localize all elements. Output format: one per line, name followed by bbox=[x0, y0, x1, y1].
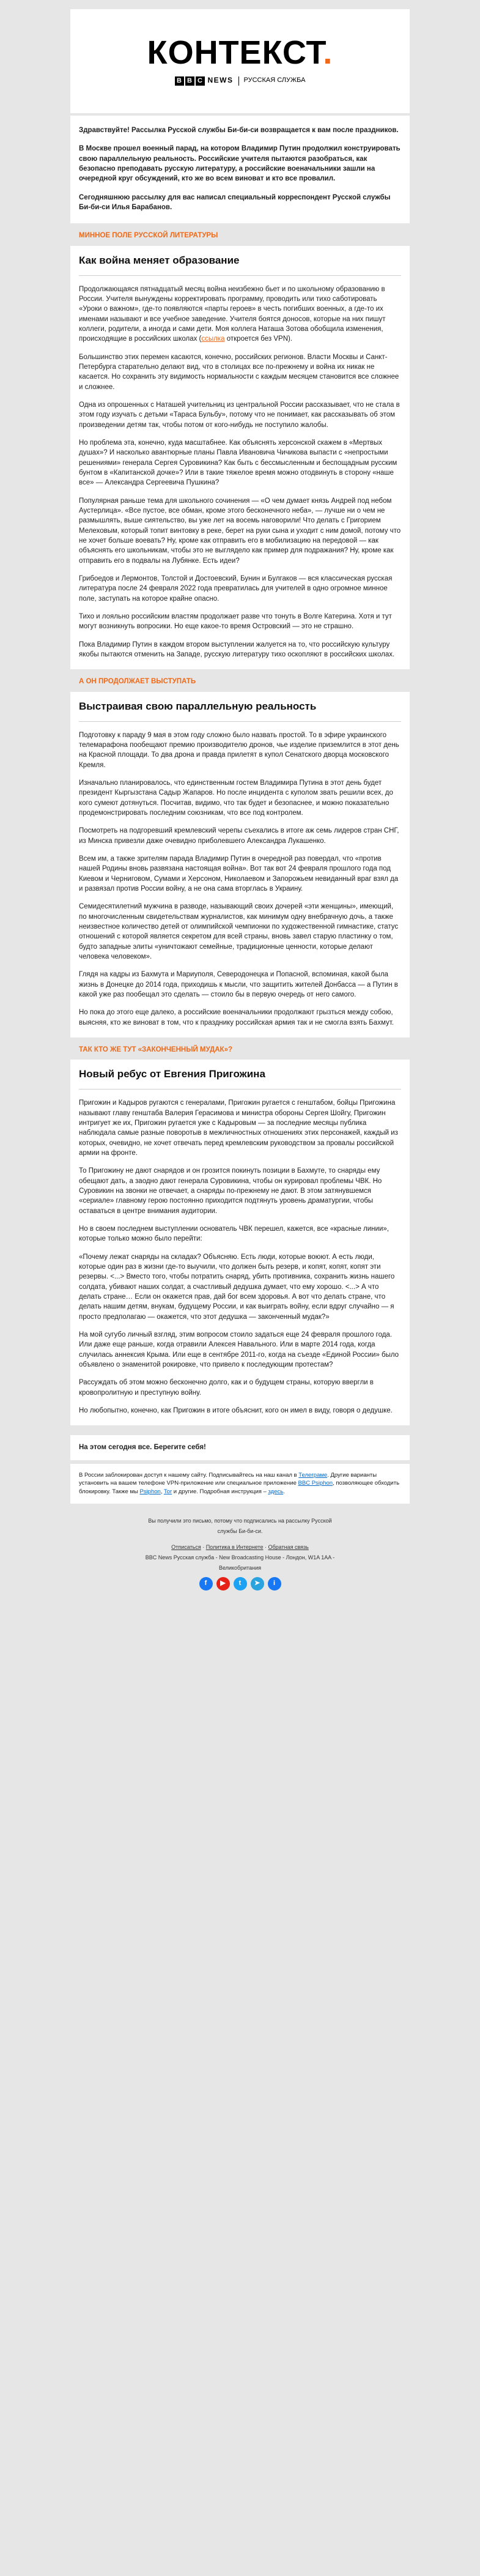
logo-divider bbox=[238, 76, 239, 86]
article-paragraph: Всем им, а также зрителям парада Владимир Путин в очередной раз повердал, что «против нашей Родины вновь развязана настоящая война». Вот так вот 24 февраля прошлого года под Киевом и Черниговом, Сумами и Херсоном, Николаевом и Запорожьем невиданный враг взял да и развязал против России войну, а не она сама вторглась в Украину. bbox=[79, 855, 399, 893]
article-paragraph: Рассуждать об этом можно бесконечно долго, как и о будущем страны, которую ввергли в кровопролитную и преступную войну. bbox=[79, 1379, 374, 1397]
article-paragraph: Популярная раньше тема для школьного сочинения — «О чем думает князь Андрей под небом Аустерлица». «Все пустое, все обман, кроме этого бесконечного неба», — лучше ни о чем не размышлять, выше сиятельство, вы уже лет на восемь наговорили! Что делать с Григорием Мелеховым, который топит винтовку в реке, берет на руки сына и уходит с ним домой, потому что не хочет больше воевать? Ну, кроме как отправить его в мобилизацию на передовой — как объяснять его школьникам, чтобы это не выглядело как пример для подражания? Ну, кроме как отправить его в подвалы на Лубянке. Есть идеи? bbox=[79, 497, 401, 565]
telegram-icon[interactable]: ➤ bbox=[251, 1577, 264, 1591]
article-paragraph: Но любопытно, конечно, как Пригожин в итоге объяснит, кого он имел в виду, говоря о дедушке. bbox=[79, 1406, 393, 1414]
article-paragraph: Одна из опрошенных с Наташей учительниц из центральной России рассказывает, что не стала в этом году изучать с детьми «Тараса Бульбу», потому что не понимает, как рассказывать об этом произведении детям так, чтобы потом от кого-нибудь не поступило жалобы. bbox=[79, 401, 400, 429]
intro-author: Сегодняшнюю рассылку для вас написал специальный корреспондент Русской службы Би-би-си Илья Барабанов. bbox=[79, 193, 391, 211]
footer-links: Отписаться · Политика в Интернете · Обратная связь bbox=[171, 1544, 309, 1551]
bbc-blocks-icon: B B C bbox=[175, 76, 205, 86]
article-paragraph: Пригожин и Кадыров ругаются с генералами, Пригожин ругается с генштабом, бойцы Пригожина называют главу генштаба Валерия Герасимова и министра обороны Сергея Шойгу, Пригожин интригует же их, Пригожин ругается уже с Кадыровым — за последние месяцы публика наблюдала самые разные поворотыв в межличностных отношениях этих персонажей, каждый из которых, очевидно, не хочет отвечать перед кремлевским руководством за провалы российской армии на фронте. bbox=[79, 1099, 398, 1157]
social-icons bbox=[70, 1577, 410, 1591]
bbc-news-label: NEWS bbox=[207, 76, 234, 85]
facebook-icon[interactable]: f bbox=[199, 1577, 213, 1591]
kontekst-logo: КОНТЕКСТ. bbox=[147, 34, 333, 72]
telegram-link[interactable]: Телеграме bbox=[298, 1471, 328, 1479]
article-quote: «Почему лежат снаряды на складах? Объясняю. Есть люди, которые воюют. А есть люди, которые один раз в жизни где-то выучили, что должен быть резерв, и копят, копят, копят эти резервы. <...> Вместо того, чтобы потратить снаряд, убить противника, сохранить жизнь нашего солдата, убивают наших солдат, а счастливый дедушка думает, что ему хорошо. <...> А что делать стране… Если он окажется прав, дай бог всем здоровья. А вот что делать стране, что делать нашим детям, внукам, будущему России, и как выиграть войну, если вдруг случайно — я просто предполагаю — окажется, что этот дедушка — законченный мудак?» bbox=[79, 1253, 395, 1321]
psiphon-link[interactable]: Psiphon bbox=[139, 1488, 161, 1496]
youtube-icon[interactable]: ▶ bbox=[216, 1577, 230, 1591]
article-title: Как война меняет образование bbox=[79, 253, 401, 276]
section-label-prigozhin: ТАК КТО ЖЕ ТУТ «ЗАКОНЧЕННЫЙ МУДАК»? bbox=[79, 1045, 233, 1053]
privacy-link[interactable]: Политика в Интернете bbox=[205, 1544, 264, 1551]
bbc-psiphon-link[interactable]: BBC Psiphon bbox=[298, 1480, 333, 1487]
article-paragraph: Семидесятилетний мужчина в разводе, называющий своих дочерей «эти женщины», имеющий, по многочисленным свидетельствам журналистов, как минимум одну внебрачную дочь, а также неизвестное количество детей от олимпийской чемпионки по художественной гимнастике, статус отношений с которой является секретом для всей страны, вновь завел старую пластинку о том, будто западные элиты «уничтожают семейные, традиционные ценности, которые делают человека человеком». bbox=[79, 903, 399, 960]
footer-reason: Вы получили это письмо, потому что подписались на рассылку Русской bbox=[148, 1517, 332, 1524]
signoff: На этом сегодня все. Берегите себя! bbox=[70, 1435, 410, 1460]
footer-address: BBC News Русская служба - New Broadcasting House - Лондон, W1A 1AA - bbox=[145, 1554, 335, 1561]
article-prigozhin bbox=[70, 1060, 410, 1425]
newsletter-container bbox=[70, 9, 410, 1597]
info-icon[interactable]: i bbox=[268, 1577, 281, 1591]
article-parallel-reality bbox=[70, 692, 410, 1037]
article-paragraph: Но в своем последнем выступлении основатель ЧВК перешел, кажется, все «красные линии», которые только можно было перейти: bbox=[79, 1225, 389, 1243]
newsletter-footer bbox=[70, 1504, 410, 1597]
article-paragraph: Но проблема эта, конечно, куда масштабнее. Как объяснять херсонской скажем в «Мертвых душах»? И насколько авантюрные планы Павла Ивановича Чичикова выпасти с «непростыми решениями» генерала Сергея Суровикина? Как быть с бессмысленным и беспощадным русским бунтом в «Капитанской дочке»? Или в такие тяжелое время можно отодвинуть в сторону «наше все» — Александра Сергеевича Пушкина? bbox=[79, 439, 397, 487]
section-label-literature: МИННОЕ ПОЛЕ РУССКОЙ ЛИТЕРАТУРЫ bbox=[79, 232, 218, 240]
article-paragraph: Грибоедов и Лермонтов, Толстой и Достоевский, Бунин и Булгаков — вся классическая русская литература после 24 февраля 2022 года превратилась для учителей в одно огромное минное поле, заступать на которое крайне опасно. bbox=[79, 574, 393, 603]
unsubscribe-link[interactable]: Отписаться bbox=[171, 1544, 201, 1551]
article-link[interactable]: ссылка bbox=[201, 335, 225, 343]
vpn-notice: В России заблокирован доступ к нашему сайту. Подписывайтесь на наш канал в Телеграме. Другие варианты установить на вашем телефоне VPN-приложение или специальное приложение BBC Psiphon, позволяющее обходить блокировку. Также мы Psiphon, Tor и другие. Подробная инструкция – здесь. bbox=[70, 1464, 410, 1504]
article-paragraph: Большинство этих перемен касаются, конечно, российских регионов. Власти Москвы и Санкт-Петербурга старательно делают вид, что в столицах все по-прежнему и война их никак не касается. Но сохранить эту видимость нормальности с каждым месяцем становится все сложнее и сложнее. bbox=[79, 353, 399, 391]
article-paragraph: Но пока до этого еще далеко, а российские военачальники продолжают грызться между собою, выясняя, кто же виноват в том, что к празднику российская армия так и не смогла взять Бахмут. bbox=[79, 1009, 394, 1026]
article-paragraph: Изначально планировалось, что единственным гостем Владимира Путина в этот день будет президент Кыргызстана Садыр Жапаров. Но после инцидента с куполом звать решили всех, до кого сумеют дотянуться. Посчитав, видимо, что так будет и безопаснее, и можно показательно продемонстрировать последним союзникам, что все под контролем. bbox=[79, 779, 393, 817]
newsletter-header bbox=[70, 9, 410, 113]
article-paragraph: Посмотреть на подгоревший кремлевский черепы съехались в итоге аж семь лидеров стран СНГ, из Минска привезли даже очевидно приболевшего Александра Лукашенко. bbox=[79, 827, 399, 845]
tor-link[interactable]: Tor bbox=[163, 1488, 172, 1496]
article-title: Новый ребус от Евгения Пригожина bbox=[79, 1067, 401, 1089]
feedback-link[interactable]: Обратная связь bbox=[268, 1544, 309, 1551]
article-education bbox=[70, 246, 410, 670]
intro-block bbox=[70, 116, 410, 223]
instructions-link[interactable]: здесь bbox=[268, 1488, 284, 1496]
article-paragraph: Подготовку к параду 9 мая в этом году сложно было назвать простой. То в эфире украинского телемарафона пообещают премию производителю дронов, чье изделие приземлится в этот день на Красной площади. То два дрона и правда прилетят в купол Сенатского дворца московского Кремля. bbox=[79, 731, 399, 769]
intro-greeting: Здравствуйте! Рассылка Русской службы Би-би-си возвращается к вам после праздников. bbox=[79, 127, 399, 134]
footer-address-2: Великобритания bbox=[218, 1564, 262, 1571]
footer-reason-2: службы Би-би-си. bbox=[217, 1527, 263, 1534]
article-paragraph: То Пригожину не дают снарядов и он грозится покинуть позиции в Бахмуте, то снаряды ему обещают дать, а заодно дают генерала Суровикина, чтобы он курировал проблемы ЧВК. Но Суровикин на звонки не отвечает, а снаряды по-прежнему не дают. В этом затянувшемся «сериале» главному герою постоянно приходится подтянуть уровень драматургии, чтобы оставаться в центре внимания аудитории. bbox=[79, 1167, 382, 1215]
twitter-icon[interactable]: t bbox=[234, 1577, 247, 1591]
article-paragraph: Продолжающаяся пятнадцатый месяц война неизбежно бьет и по школьному образованию в России. Учителя вынуждены корректировать программу, проводить или тихо саботировать «Уроки о важном», где-то появляются «парты героев» в честь погибших военных, а где-то их именами называют и все учебное заведение. Учителя боятся доносов, которые на них пишут коллеги, родители, а иногда и сами дети. Моя коллега Наташа Зотова обобщила изменения, происходящие в российских школах (ссылка откроется без VPN). bbox=[79, 285, 386, 343]
bbc-russian-logo bbox=[175, 75, 306, 86]
article-paragraph: Тихо и лояльно российским властям продолжает разве что тонуть в Волге Катерина. Хотя и тут могут возникнуть вопросики. Но еще какое-то время Островский — это не страшно. bbox=[79, 612, 392, 631]
article-title: Выстраивая свою параллельную реальность bbox=[79, 699, 401, 722]
article-paragraph: Глядя на кадры из Бахмута и Мариуполя, Северодонецка и Попасной, вспоминая, какой была жизнь в Донецке до 2014 года, приходишь к мысли, что защитить жителей Донбасса — а Путин в какой уже раз пообещал это сделать — стоило бы в первую очередь от него самого. bbox=[79, 971, 398, 998]
article-paragraph: Пока Владимир Путин в каждом втором выступлении жалуется на то, что российскую культуру якобы пытаются отменить на Западе, русскую литературу тихо оскопляют в российских школах. bbox=[79, 640, 395, 658]
bbc-russian-label: РУССКАЯ СЛУЖБА bbox=[243, 76, 306, 84]
section-label-parade: А ОН ПРОДОЛЖАЕТ ВЫСТУПАТЬ bbox=[79, 678, 196, 686]
intro-summary: В Москве прошел военный парад, на котором Владимир Путин продолжил конструировать свою параллельную реальность. Российские учителя пытаются разобраться, как безопасно преподавать русскую литературу, а российские военачальники зашли на очередной круг обсуждений, кто же во всем виноват и кто все провалил. bbox=[79, 145, 401, 183]
article-paragraph: На мой сугубо личный взгляд, этим вопросом стоило задаться еще 24 февраля прошлого года. Или даже еще раньше, когда отравили Алексея Навального. Или в марте 2014 года, когда случилась аннексия Крыма. Или еще в сентябре 2011-го, когда на съезде «Единой России» было объявлено о знаменитой рокировке, что привело к последующим протестам? bbox=[79, 1331, 399, 1368]
